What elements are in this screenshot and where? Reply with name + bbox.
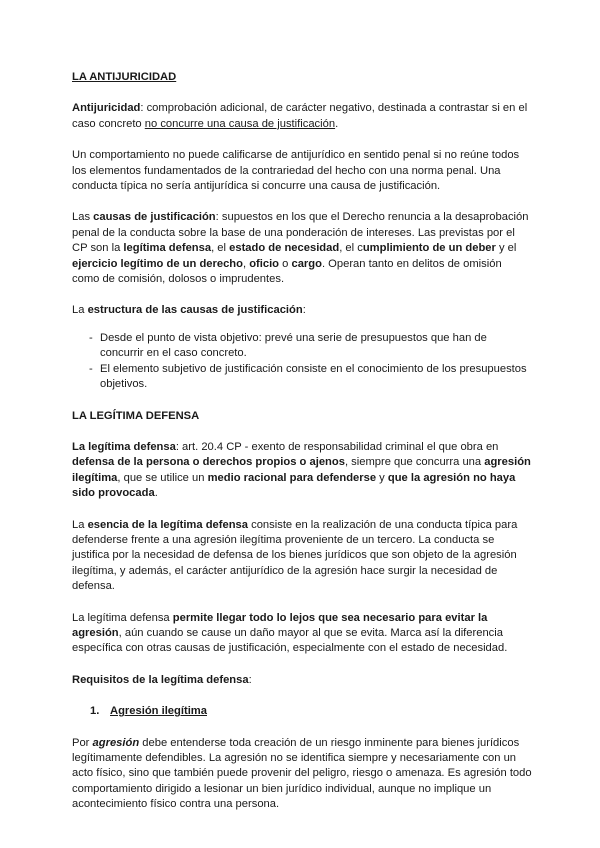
paragraph-comportamiento: Un comportamiento no puede calificarse de antijurídico en sentido penal si no reúne todos los elementos fundamentados de la contrariedad del hecho con una norma penal. Una conducta típica no sería antijurídica si concurre una causa de justificación. [72, 149, 520, 193]
paragraph-legitima-defensa: La legítima defensa: art. 20.4 CP - exento de responsabilidad criminal el que obra en defensa de la persona o derechos propios o ajenos, siempre que concurra una agresión ilegítima, que se utilice un medio racional para defenderse y que la agresión no haya sido provocada. [72, 440, 531, 500]
paragraph-causas: Las causas de justificación: supuestos en los que el Derecho renuncia a la desaprobación penal de la conducta sobre la base de una ponderación de intereses. Las previstas por el CP son la legítima defensa, el estado de necesidad, el cumplimiento de un deber y el ejercicio legítimo de un derecho, oficio o cargo. Operan tanto en delitos de omisión como de comisión, dolosos o imprudentes. [72, 211, 529, 286]
paragraph-definition: Antijuricidad: comprobación adicional, de carácter negativo, destinada a contrastar si en el caso concreto no concurre una causa de justificación. [72, 102, 528, 130]
list-item: - El elemento subjetivo de justificación consiste en el conocimiento de los presupuestos objetivos. [89, 362, 527, 391]
requisitos-list [72, 704, 532, 719]
structure-list [72, 331, 532, 393]
paragraph-requisitos: Requisitos de la legítima defensa: [72, 673, 252, 686]
paragraph-permite: La legítima defensa permite llegar todo lo lejos que sea necesario para evitar la agresión, aún cuando se cause un daño mayor al que se evita. Marca así la diferencia específica con otras causas de justificación, especialmente con el estado de necesidad. [72, 611, 508, 655]
section-title-legitima-defensa: LA LEGÍTIMA DEFENSA [72, 409, 200, 422]
document-page [72, 70, 532, 813]
list-item: 1. Agresión ilegítima [90, 705, 207, 718]
paragraph-estructura: La estructura de las causas de justificación: [72, 304, 306, 317]
section-title-antijuricidad: LA ANTIJURICIDAD [72, 71, 177, 83]
requisito-heading: Agresión ilegítima [110, 705, 207, 718]
underlined-phrase: no concurre una causa de justificación [144, 117, 336, 130]
paragraph-esencia: La esencia de la legítima defensa consiste en la realización de una conducta típica para defenderse frente a una agresión ilegítima proveniente de un tercero. La conducta se justifica por la necesidad de defensa de los bienes jurídicos que son objeto de la agresión ilegítima, y además, el carácter antijurídico de la agresión hace surgir la necesidad de defensa. [72, 518, 518, 593]
paragraph-agresion: Por agresión debe entenderse toda creación de un riesgo inminente para bienes jurídicos legítimamente defendibles. La agresión no se identifica siempre y necesariamente con un acto físico, sino que también puede provenir del peligro, riesgo o amenaza. Es agresión todo comportamiento dirigido a lesionar un bien jurídico individual, aunque no implique un acontecimiento físico contra una persona. [72, 736, 532, 811]
term-antijuricidad: Antijuricidad [72, 102, 141, 115]
list-item: - Desde el punto de vista objetivo: prevé una serie de presupuestos que han de concurrir en el caso concreto. [89, 331, 487, 360]
